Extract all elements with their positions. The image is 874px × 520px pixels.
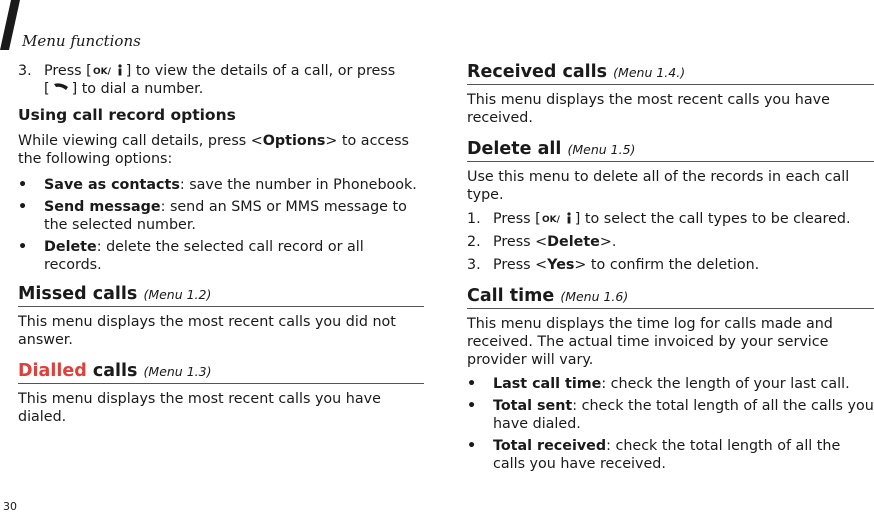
- options-intro: [18, 132, 424, 168]
- step-3: [18, 62, 424, 98]
- step-text: Press <: [493, 257, 548, 273]
- ok-key-icon: [541, 211, 575, 225]
- list-item: [18, 198, 424, 234]
- delete-all-body: Use this menu to delete all of the records in each call type.: [467, 169, 850, 203]
- section-heading-dialled-calls: [18, 361, 424, 384]
- bullet-term: Total received: [493, 438, 607, 454]
- left-column: [18, 62, 424, 426]
- header-bar-decoration: [0, 0, 20, 50]
- options-heading: Using call record options: [18, 106, 236, 124]
- bullet-term: Last call time: [493, 376, 602, 392]
- section-title: calls: [86, 361, 138, 381]
- section-heading-delete-all: [467, 139, 874, 162]
- bullet-dot: •: [18, 199, 28, 215]
- step-number: 2.: [467, 234, 481, 250]
- menu-number: (Menu 1.3): [143, 364, 212, 379]
- list-item: [467, 437, 874, 473]
- step-text: ] to select the call types to be cleared.: [574, 211, 851, 227]
- delete-step-3: [467, 256, 874, 274]
- received-calls-body: This menu displays the most recent calls you have received.: [467, 92, 830, 126]
- call-time-body: This menu displays the time log for calls made and received. The actual time invoiced by your service provider will vary.: [467, 316, 833, 368]
- bullet-desc: : save the number in Phonebook.: [179, 177, 417, 193]
- step-text: [: [44, 81, 50, 97]
- intro-text: While viewing call details, press <: [18, 133, 263, 149]
- step-number: 1.: [467, 211, 481, 227]
- section-heading-received-calls: [467, 62, 874, 85]
- svg-text:OK/: OK/: [541, 215, 560, 225]
- bullet-term: Send message: [44, 199, 161, 215]
- menu-number: (Menu 1.5): [567, 142, 636, 157]
- section-heading-call-time: [467, 286, 874, 309]
- page-number: 30: [3, 500, 17, 513]
- section-heading-missed-calls: [18, 284, 424, 307]
- step-text: >.: [599, 234, 617, 250]
- delete-step-1: [467, 210, 874, 228]
- list-item: [18, 176, 424, 194]
- bullet-dot: •: [467, 376, 477, 392]
- bullet-desc: : check the total length of all the calls you have dialed.: [493, 398, 874, 432]
- step-text: Press <: [493, 234, 548, 250]
- menu-number: (Menu 1.4.): [613, 65, 686, 80]
- step-text: Press [: [493, 211, 541, 227]
- bullet-dot: •: [467, 438, 477, 454]
- bullet-desc: : check the total length of all the calls you have received.: [493, 438, 841, 472]
- bullet-term: Delete: [44, 239, 97, 255]
- bullet-desc: : send an SMS or MMS message to the selected number.: [44, 199, 407, 233]
- step-text: > to confirm the deletion.: [574, 257, 760, 273]
- bullet-desc: : check the length of your last call.: [601, 376, 850, 392]
- step-keyword: Yes: [547, 257, 575, 273]
- step-text: Press [: [44, 63, 92, 79]
- step-keyword: Delete: [547, 234, 600, 250]
- section-title: Delete all: [467, 139, 562, 159]
- call-key-icon: [50, 81, 72, 95]
- ok-key-icon: [92, 63, 126, 77]
- step-number: 3.: [467, 257, 481, 273]
- bullet-dot: •: [467, 398, 477, 414]
- list-item: [467, 397, 874, 433]
- list-item: [467, 375, 874, 393]
- step-text: ] to dial a number.: [71, 81, 204, 97]
- menu-number: (Menu 1.2): [143, 287, 212, 302]
- section-title: Received calls: [467, 62, 608, 82]
- bullet-term: Save as contacts: [44, 177, 180, 193]
- bullet-term: Total sent: [493, 398, 573, 414]
- delete-step-2: [467, 233, 874, 251]
- step-text: ] to view the details of a call, or press: [125, 63, 396, 79]
- missed-calls-body: This menu displays the most recent calls you did not answer.: [18, 314, 396, 348]
- step-number: 3.: [18, 63, 32, 79]
- page-header-title: Menu functions: [22, 32, 141, 50]
- section-title: Call time: [467, 286, 555, 306]
- right-column: [467, 62, 874, 473]
- list-item: [18, 238, 424, 274]
- svg-text:OK/: OK/: [92, 67, 111, 77]
- bullet-desc: : delete the selected call record or all records.: [44, 239, 364, 273]
- intro-text: > to access the following options:: [18, 133, 409, 167]
- bullet-dot: •: [18, 239, 28, 255]
- section-title-accent: Dialled: [18, 361, 87, 381]
- section-title: Missed calls: [18, 284, 138, 304]
- intro-options-keyword: Options: [262, 133, 326, 149]
- menu-number: (Menu 1.6): [560, 289, 629, 304]
- bullet-dot: •: [18, 177, 28, 193]
- dialled-calls-body: This menu displays the most recent calls you have dialed.: [18, 391, 381, 425]
